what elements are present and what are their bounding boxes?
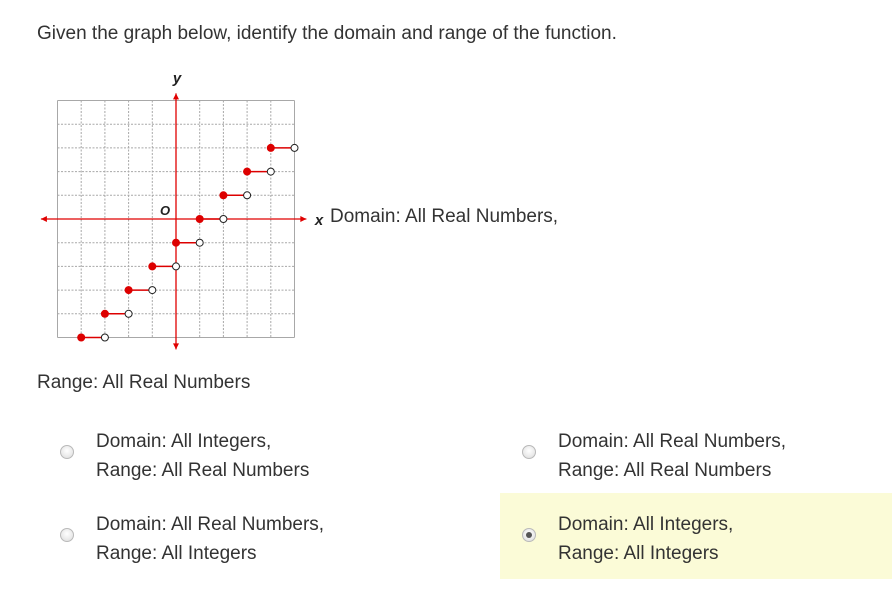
choice-domain-text: Domain: All Integers,	[96, 431, 272, 452]
x-axis-arrow-left	[41, 216, 47, 222]
choice-option-2[interactable]	[500, 410, 892, 496]
choice-label	[96, 427, 309, 485]
closed-endpoint	[219, 191, 227, 199]
open-endpoint	[220, 216, 227, 223]
closed-endpoint	[172, 239, 180, 247]
inline-choice-text: Domain: All Real Numbers,	[330, 206, 559, 227]
x-axis-label: x	[314, 212, 324, 229]
closed-endpoint	[243, 168, 251, 176]
choice-option-3[interactable]	[38, 493, 430, 579]
choice-range-text: Range: All Integers	[558, 543, 719, 564]
radio-button[interactable]	[522, 528, 536, 542]
x-axis-arrow-right	[300, 216, 306, 222]
choice-domain-text: Domain: All Real Numbers,	[558, 431, 787, 452]
choice-label	[558, 427, 786, 485]
open-endpoint	[196, 239, 203, 246]
closed-endpoint	[101, 310, 109, 318]
open-endpoint	[101, 334, 108, 341]
open-endpoint	[267, 168, 274, 175]
radio-dot	[526, 532, 532, 538]
closed-endpoint	[196, 215, 204, 223]
choice-option-4[interactable]	[500, 493, 892, 579]
open-endpoint	[291, 144, 298, 151]
open-endpoint	[125, 310, 132, 317]
step-function-graph	[30, 68, 326, 360]
open-endpoint	[244, 192, 251, 199]
choice-range-text: Range: All Integers	[96, 543, 257, 564]
choice-range-text: Range: All Real Numbers	[558, 460, 772, 481]
choice-label	[96, 510, 324, 568]
radio-button[interactable]	[522, 445, 536, 459]
question-text: Given the graph below, identify the domain and range of the function.	[37, 23, 617, 44]
radio-button[interactable]	[60, 528, 74, 542]
y-axis-arrow-down	[173, 343, 179, 349]
choice-domain-text: Domain: All Integers,	[558, 514, 734, 535]
origin-label: O	[159, 203, 171, 218]
closed-endpoint	[77, 334, 85, 342]
choice-label	[558, 510, 733, 568]
y-axis-label: y	[172, 70, 182, 87]
open-endpoint	[173, 263, 180, 270]
closed-endpoint	[148, 262, 156, 270]
closed-endpoint	[267, 144, 275, 152]
closed-endpoint	[125, 286, 133, 294]
choice-domain-text: Domain: All Real Numbers,	[96, 514, 325, 535]
y-axis-arrow-up	[173, 93, 179, 99]
open-endpoint	[149, 287, 156, 294]
choice-range-text: Range: All Real Numbers	[96, 460, 310, 481]
radio-button[interactable]	[60, 445, 74, 459]
choice-option-1[interactable]	[38, 410, 430, 496]
range-line-text: Range: All Real Numbers	[37, 372, 251, 393]
